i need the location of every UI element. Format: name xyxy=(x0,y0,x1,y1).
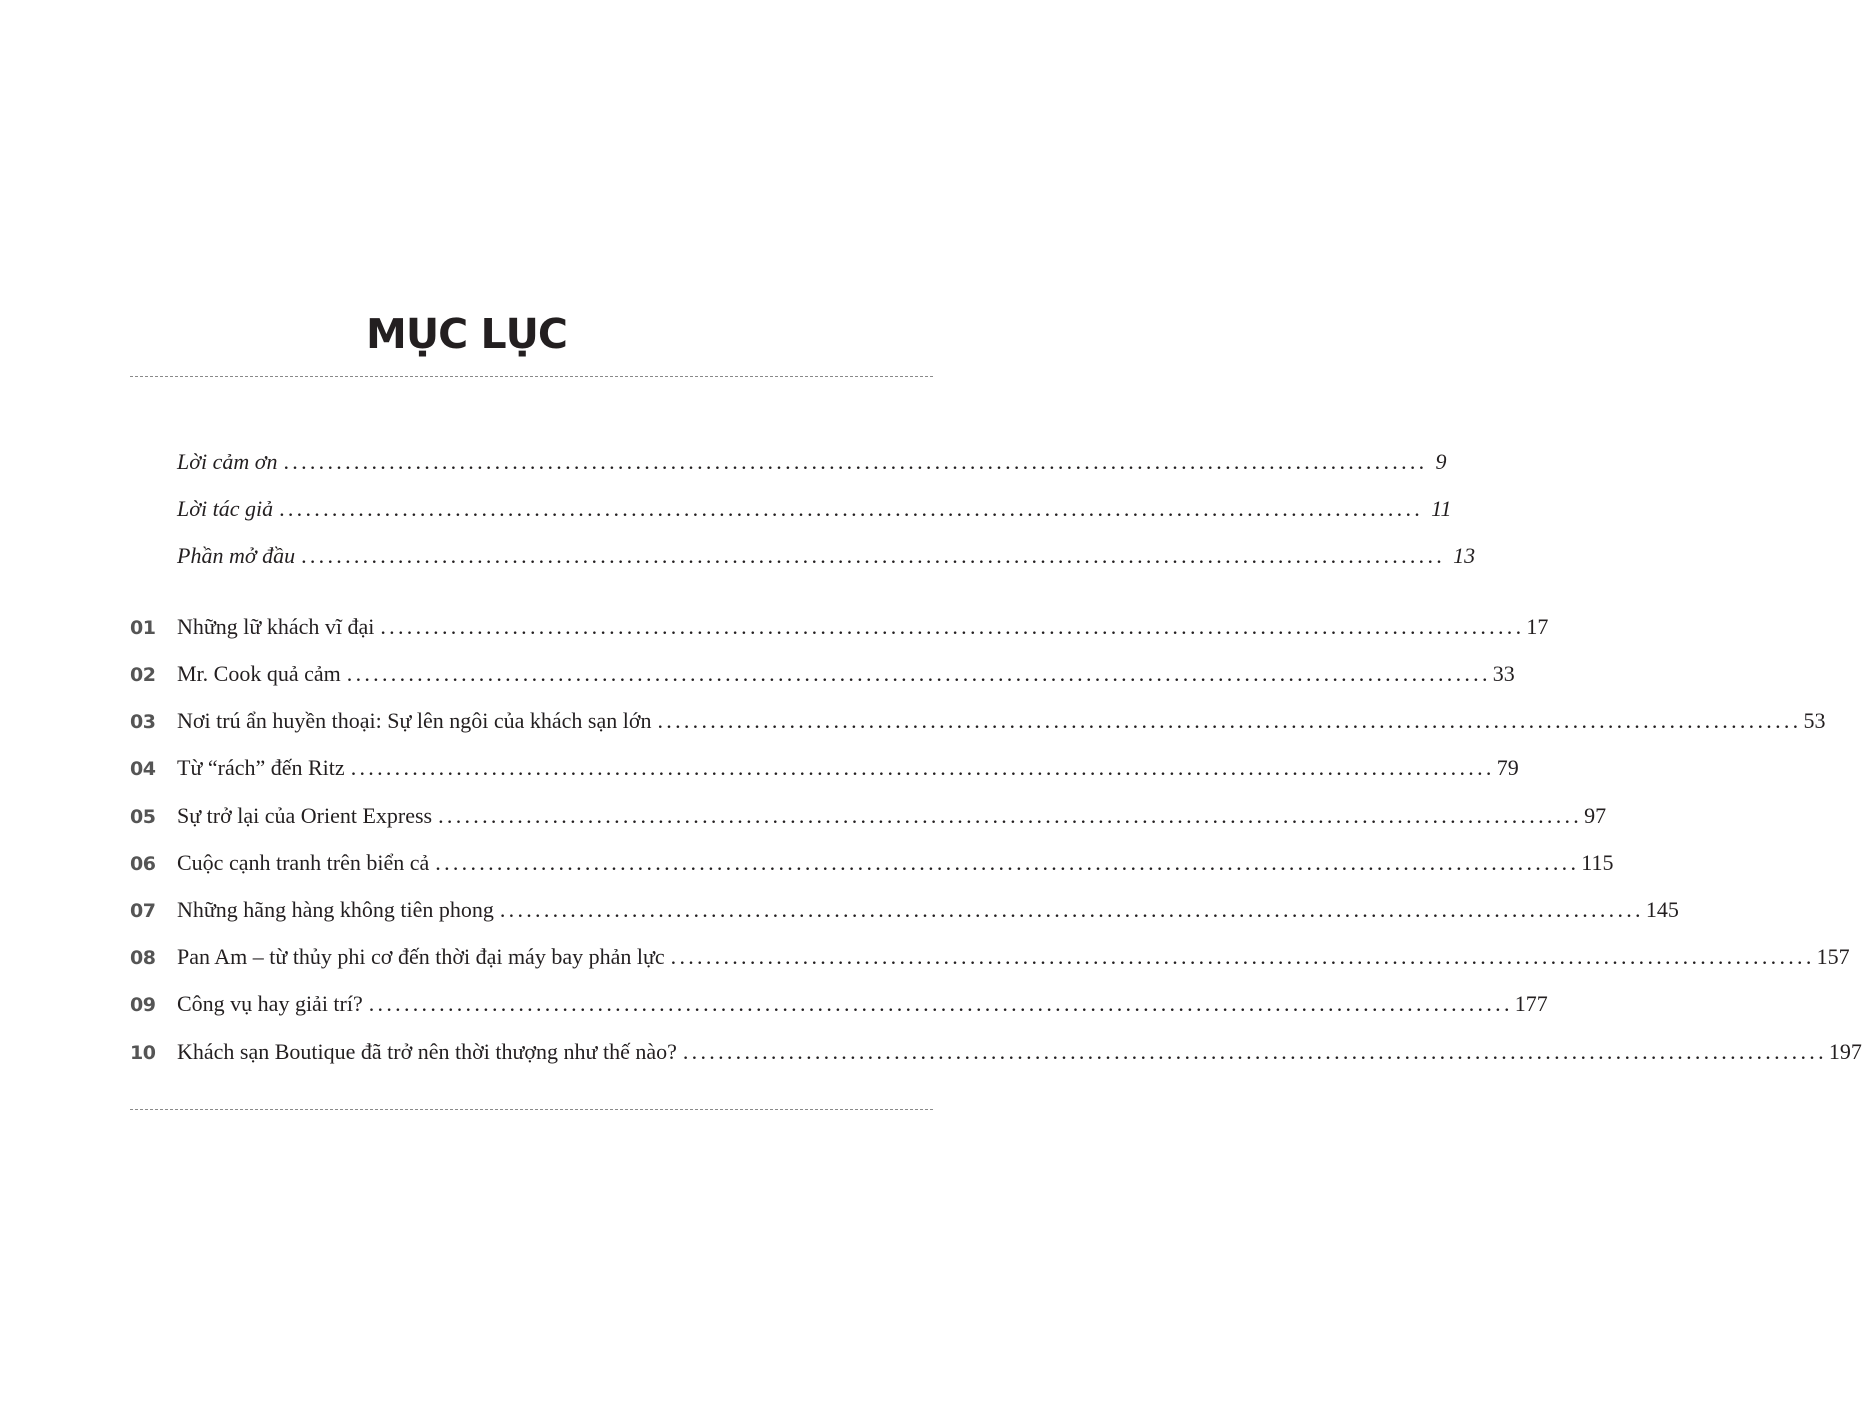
chapter-title: Từ “rách” đến Ritz xyxy=(177,755,345,780)
chapter-title: Cuộc cạnh tranh trên biển cả xyxy=(177,850,430,875)
dot-leader: .................................................................................................................................. xyxy=(682,1039,1827,1064)
toc-entry-introduction[interactable] xyxy=(130,541,1476,571)
dot-leader: .................................................................................................................................. xyxy=(346,661,1491,686)
toc-entry-authors-note[interactable] xyxy=(130,494,1452,524)
chapter-title: Mr. Cook quả cảm xyxy=(177,661,341,686)
chapter-page-number: 115 xyxy=(1581,850,1614,875)
chapter-number: 02 xyxy=(130,664,156,686)
dot-leader: .................................................................................................................................. xyxy=(301,543,1446,568)
dot-leader: .................................................................................................................................. xyxy=(350,755,1495,780)
chapter-page-number: 177 xyxy=(1514,991,1548,1016)
toc-chapter-02[interactable] xyxy=(130,659,1515,689)
chapter-number: 07 xyxy=(130,900,156,922)
toc-entry-acknowledgements[interactable] xyxy=(130,447,1447,477)
chapter-number: 03 xyxy=(130,711,156,733)
dot-leader: .................................................................................................................................. xyxy=(499,897,1644,922)
toc-entry-title: Lời cảm ơn xyxy=(177,449,278,474)
chapter-number: 05 xyxy=(130,806,156,828)
chapter-page-number: 157 xyxy=(1816,944,1850,969)
chapter-number: 06 xyxy=(130,853,156,875)
toc-chapter-04[interactable] xyxy=(130,753,1519,783)
chapter-number: 01 xyxy=(130,617,156,639)
toc-chapter-01[interactable] xyxy=(130,612,1549,642)
chapter-title: Sự trở lại của Orient Express xyxy=(177,803,433,828)
chapter-page-number: 17 xyxy=(1526,614,1549,639)
toc-chapter-09[interactable] xyxy=(130,989,1548,1019)
chapter-page-number: 97 xyxy=(1584,803,1607,828)
chapter-title: Nơi trú ẩn huyền thoại: Sự lên ngôi của khách sạn lớn xyxy=(177,708,652,733)
toc-page-number: 13 xyxy=(1453,543,1476,568)
toc-chapter-03[interactable] xyxy=(130,706,1826,736)
toc-chapter-10[interactable] xyxy=(130,1037,1862,1067)
chapter-number: 08 xyxy=(130,947,156,969)
chapter-number: 09 xyxy=(130,994,156,1016)
chapter-page-number: 145 xyxy=(1645,897,1679,922)
toc-page-number: 9 xyxy=(1435,449,1447,474)
toc-entry-title: Phần mở đầu xyxy=(177,543,296,568)
chapter-title: Công vụ hay giải trí? xyxy=(177,991,363,1016)
dot-leader: .................................................................................................................................. xyxy=(438,803,1583,828)
chapter-title: Những lữ khách vĩ đại xyxy=(177,614,375,639)
dot-leader: .................................................................................................................................. xyxy=(279,496,1424,521)
toc-entry-title: Lời tác giả xyxy=(177,496,274,521)
chapter-title: Khách sạn Boutique đã trở nên thời thượng như thế nào? xyxy=(177,1039,677,1064)
dot-leader: .................................................................................................................................. xyxy=(657,708,1802,733)
bottom-dashed-divider xyxy=(130,1109,933,1110)
dot-leader: .................................................................................................................................. xyxy=(380,614,1525,639)
chapter-number: 10 xyxy=(130,1042,156,1064)
chapter-page-number: 197 xyxy=(1828,1039,1862,1064)
toc-chapter-07[interactable] xyxy=(130,895,1679,925)
chapter-page-number: 33 xyxy=(1492,661,1515,686)
dot-leader: .................................................................................................................................. xyxy=(435,850,1580,875)
toc-chapter-05[interactable] xyxy=(130,801,1607,831)
dot-leader: .................................................................................................................................. xyxy=(283,449,1428,474)
toc-chapter-08[interactable] xyxy=(130,942,1850,972)
chapter-title: Những hãng hàng không tiên phong xyxy=(177,897,494,922)
chapter-page-number: 79 xyxy=(1496,755,1519,780)
dot-leader: .................................................................................................................................. xyxy=(368,991,1513,1016)
toc-page-number: 11 xyxy=(1431,496,1452,521)
chapter-number: 04 xyxy=(130,758,156,780)
dot-leader: .................................................................................................................................. xyxy=(670,944,1815,969)
page-title: MỤC LỤC xyxy=(366,310,567,358)
chapter-page-number: 53 xyxy=(1803,708,1826,733)
toc-chapter-06[interactable] xyxy=(130,848,1614,878)
top-dashed-divider xyxy=(130,376,933,377)
chapter-title: Pan Am – từ thủy phi cơ đến thời đại máy bay phản lực xyxy=(177,944,665,969)
